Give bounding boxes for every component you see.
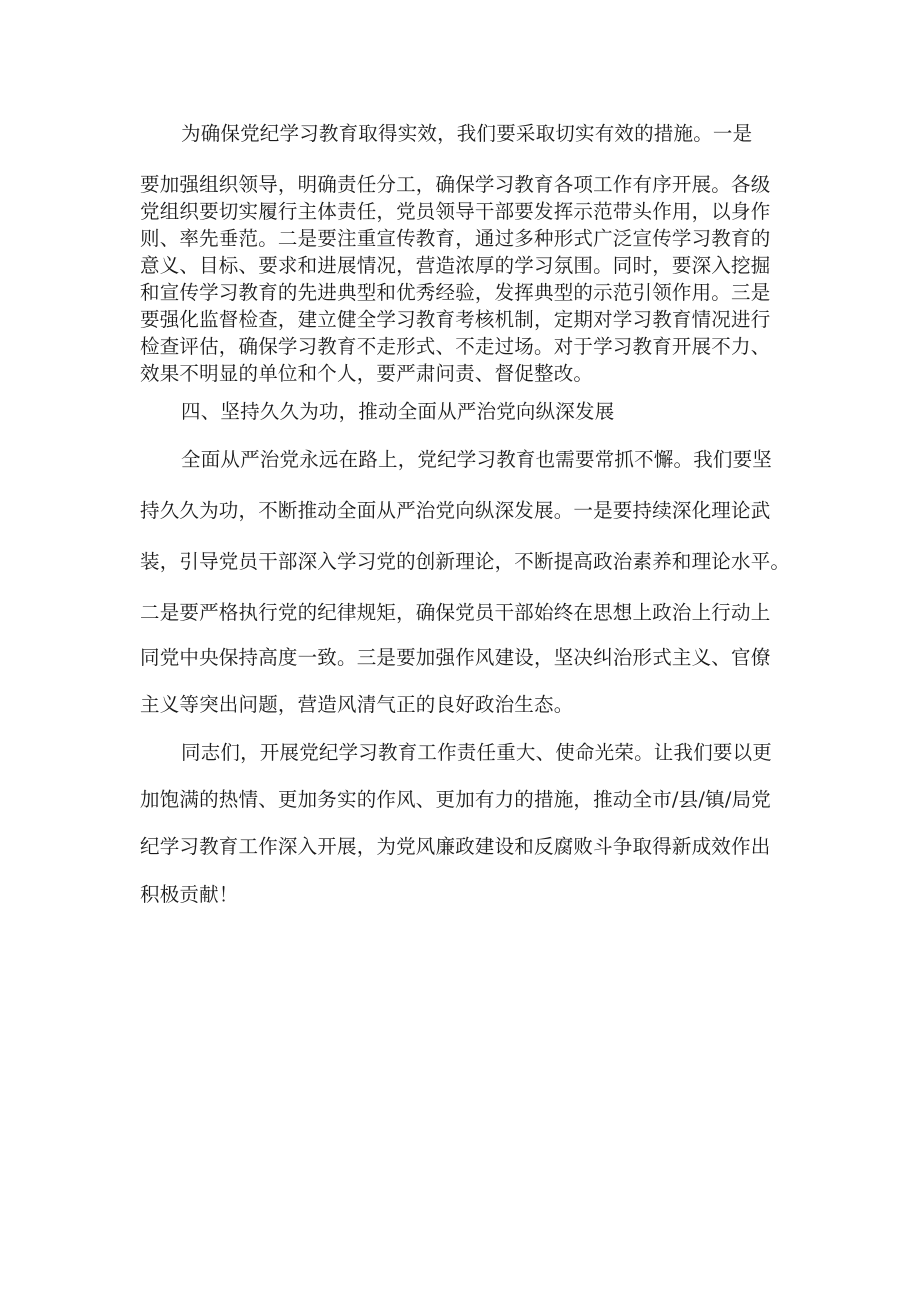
text-line: 积极贡献！ — [140, 883, 239, 906]
text-line: 装，引导党员干部深入学习党的创新理论，不断提高政治素养和理论水平。 — [140, 550, 791, 573]
text-line: 效果不明显的单位和个人，要严肃问责、督促整改。 — [140, 362, 594, 385]
text-line: 主义等突出问题，营造风清气正的良好政治生态。 — [140, 693, 574, 716]
text-line: 同志们，开展党纪学习教育工作责任重大、使命光荣。让我们要以更 — [181, 741, 773, 764]
text-line: 检查评估，确保学习教育不走形式、不走过场。对于学习教育开展不力、 — [140, 335, 771, 358]
text-line: 持久久为功，不断推动全面从严治党向纵深发展。一是要持续深化理论武 — [140, 499, 771, 522]
text-line: 同党中央保持高度一致。三是要加强作风建设，坚决纠治形式主义、官僚 — [140, 646, 771, 669]
text-line: 意义、目标、要求和进展情况，营造浓厚的学习氛围。同时，要深入挖掘 — [140, 254, 771, 277]
text-line: 二是要严格执行党的纪律规矩，确保党员干部始终在思想上政治上行动上 — [140, 601, 771, 624]
text-line: 要强化监督检查，建立健全学习教育考核机制，定期对学习教育情况进行 — [140, 308, 771, 331]
text-line: 则、率先垂范。二是要注重宣传教育，通过多种形式广泛宣传学习教育的 — [140, 227, 771, 250]
text-line: 要加强组织领导，明确责任分工，确保学习教育各项工作有序开展。各级 — [140, 173, 771, 196]
text-line: 为确保党纪学习教育取得实效，我们要采取切实有效的措施。一是 — [181, 122, 753, 145]
text-line: 全面从严治党永远在路上，党纪学习教育也需要常抓不懈。我们要坚 — [181, 448, 773, 471]
text-line: 和宣传学习教育的先进典型和优秀经验，发挥典型的示范引领作用。三是 — [140, 281, 771, 304]
text-line: 党组织要切实履行主体责任，党员领导干部要发挥示范带头作用，以身作 — [140, 200, 771, 223]
section-heading: 四、坚持久久为功，推动全面从严治党向纵深发展 — [181, 400, 615, 423]
text-line: 纪学习教育工作深入开展，为党风廉政建设和反腐败斗争取得新成效作出 — [140, 835, 771, 858]
text-line: 加饱满的热情、更加务实的作风、更加有力的措施，推动全市/县/镇/局党 — [140, 788, 772, 811]
